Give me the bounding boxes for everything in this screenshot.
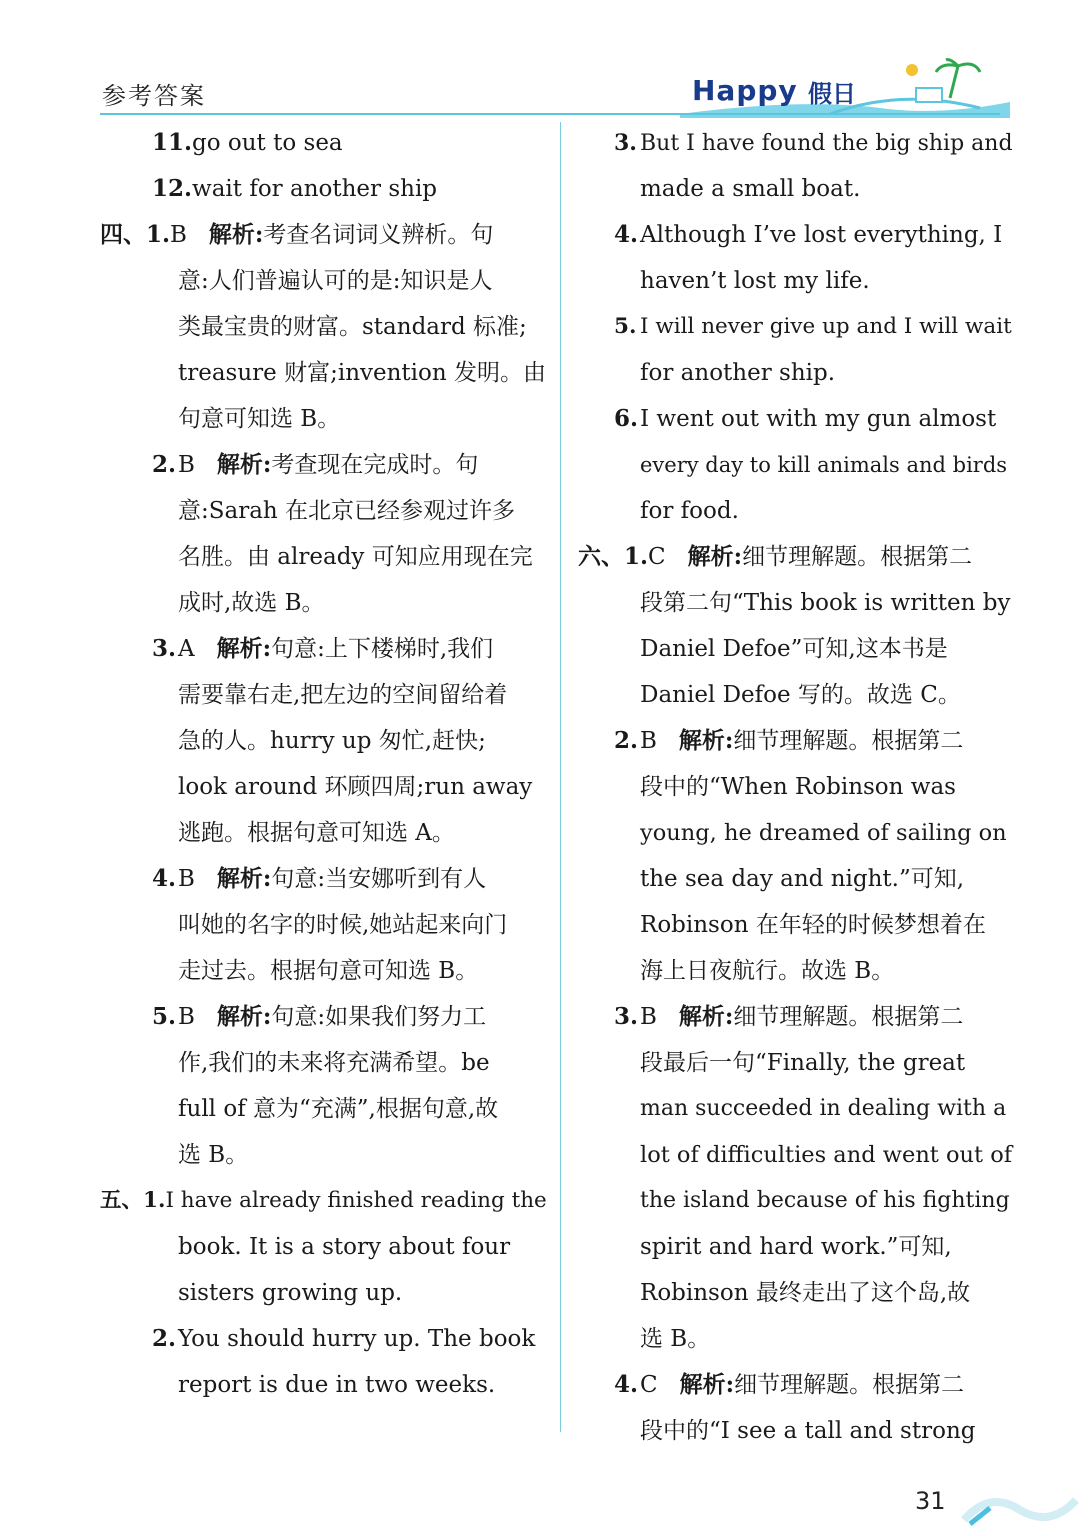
- text-line: [100, 1362, 550, 1408]
- line-text: lot of difficulties and went out of: [640, 1142, 1013, 1168]
- text-line: [578, 948, 1014, 994]
- line-text: go out to sea: [192, 130, 343, 156]
- item-number: 六、1.: [578, 543, 649, 570]
- text-line: [100, 1086, 550, 1132]
- line-text: Although I’ve lost everything, I: [640, 222, 1003, 248]
- line-text: I will never give up and I will wait: [640, 314, 1012, 339]
- line-text: 急的人。hurry up 匆忙,赶快;: [178, 728, 486, 754]
- line-text: treasure 财富;invention 发明。由: [178, 360, 546, 386]
- brand-cn: 假日: [808, 80, 856, 108]
- text-line: [578, 396, 1014, 442]
- line-text: sisters growing up.: [178, 1280, 403, 1306]
- line-text: wait for another ship: [192, 176, 438, 202]
- line-text: B: [178, 1004, 195, 1030]
- line-text: But I have found the big ship and: [640, 131, 1013, 156]
- text-line: [100, 948, 550, 994]
- line-text: 句意可知选 B。: [178, 406, 341, 432]
- line-text: B: [170, 222, 187, 248]
- text-line: [100, 304, 550, 350]
- item-number: 3.: [614, 1003, 639, 1030]
- analysis-label: 解析:: [216, 451, 272, 478]
- line-text: B: [178, 452, 195, 478]
- text-line: [578, 350, 1014, 396]
- text-line: [578, 304, 1014, 350]
- line-text: 需要靠右走,把左边的空间留给着: [178, 682, 508, 708]
- line-text: for food.: [640, 498, 739, 524]
- analysis-label: 解析:: [687, 543, 743, 570]
- text-line: [578, 580, 1014, 626]
- text-line: [100, 1178, 550, 1224]
- item-number: 3.: [614, 130, 637, 156]
- text-line: [100, 166, 550, 212]
- text-line: [578, 626, 1014, 672]
- line-text: man succeeded in dealing with a: [640, 1096, 1007, 1121]
- line-text: 叫她的名字的时候,她站起来向门: [178, 912, 508, 938]
- analysis-text: 句意:上下楼梯时,我们: [271, 636, 494, 662]
- line-text: 名胜。由 already 可知应用现在完: [178, 544, 533, 570]
- item-number: 11.: [152, 129, 193, 156]
- line-text: 意:人们普遍认可的是:知识是人: [178, 268, 493, 294]
- item-number: 2.: [152, 451, 177, 478]
- item-number: 四、1.: [100, 221, 171, 248]
- line-text: B: [640, 728, 657, 754]
- text-line: [578, 718, 1014, 764]
- text-line: [100, 534, 550, 580]
- text-line: [578, 810, 1014, 856]
- text-line: [578, 672, 1014, 718]
- line-text: Robinson 最终走出了这个岛,故: [640, 1280, 971, 1306]
- analysis-label: 解析:: [678, 1003, 734, 1030]
- line-text: 海上日夜航行。故选 B。: [640, 958, 895, 984]
- line-text: 走过去。根据句意可知选 B。: [178, 958, 479, 984]
- text-line: [100, 1316, 550, 1362]
- text-line: [578, 764, 1014, 810]
- line-text: the island because of his fighting: [640, 1188, 1010, 1213]
- item-number: 5.: [152, 1003, 177, 1030]
- analysis-text: 细节理解题。根据第二: [734, 1372, 965, 1398]
- analysis-text: 考查现在完成时。句: [271, 452, 479, 478]
- line-text: B: [178, 866, 195, 892]
- text-line: [578, 120, 1014, 166]
- analysis-text: 细节理解题。根据第二: [733, 728, 964, 754]
- line-text: 意:Sarah 在北京已经参观过许多: [178, 498, 516, 524]
- line-text: 段中的“When Robinson was: [640, 774, 956, 800]
- text-line: [100, 1224, 550, 1270]
- line-text: 段最后一句“Finally, the great: [640, 1050, 966, 1076]
- text-line: [578, 1178, 1014, 1224]
- analysis-text: 句意:如果我们努力工: [271, 1004, 487, 1030]
- line-text: book. It is a story about four: [178, 1234, 511, 1260]
- item-number: 2.: [152, 1325, 177, 1352]
- text-line: [100, 258, 550, 304]
- line-text: spirit and hard work.”可知,: [640, 1234, 952, 1260]
- line-text: full of 意为“充满”,根据句意,故: [178, 1096, 499, 1122]
- text-line: [578, 1316, 1014, 1362]
- left-column: [100, 120, 550, 1408]
- text-line: [100, 350, 550, 396]
- text-line: [578, 212, 1014, 258]
- text-line: [578, 258, 1014, 304]
- item-number: 2.: [614, 727, 639, 754]
- line-text: report is due in two weeks.: [178, 1372, 496, 1398]
- line-text: made a small boat.: [640, 176, 861, 202]
- line-text: B: [640, 1004, 657, 1030]
- text-line: [578, 1224, 1014, 1270]
- brand-word: Happy: [692, 74, 798, 107]
- item-number: 4.: [152, 865, 177, 892]
- text-line: [578, 856, 1014, 902]
- line-text: I have already finished reading the: [165, 1188, 547, 1213]
- right-column: [578, 120, 1014, 1454]
- line-text: 段第二句“This book is written by: [640, 590, 1011, 616]
- text-line: [578, 1270, 1014, 1316]
- text-line: [578, 534, 1014, 580]
- text-line: [100, 994, 550, 1040]
- line-text: Robinson 在年轻的时候梦想着在: [640, 912, 986, 938]
- line-text: 作,我们的未来将充满希望。be: [178, 1050, 490, 1076]
- text-line: [100, 488, 550, 534]
- analysis-text: 句意:当安娜听到有人: [271, 866, 487, 892]
- analysis-label: 解析:: [216, 865, 272, 892]
- analysis-label: 解析:: [216, 635, 272, 662]
- section-title: 参考答案: [102, 82, 206, 110]
- line-text: Daniel Defoe”可知,这本书是: [640, 636, 948, 662]
- analysis-text: 细节理解题。根据第二: [742, 544, 973, 570]
- line-text: 选 B。: [640, 1326, 711, 1352]
- text-line: [100, 718, 550, 764]
- line-text: 成时,故选 B。: [178, 590, 325, 616]
- line-text: A: [178, 636, 195, 662]
- line-text: You should hurry up. The book: [178, 1326, 536, 1352]
- text-line: [578, 1040, 1014, 1086]
- text-line: [100, 212, 550, 258]
- item-number: 5.: [614, 314, 637, 339]
- text-line: [100, 120, 550, 166]
- column-divider: [560, 122, 561, 1432]
- text-line: [100, 580, 550, 626]
- text-line: [100, 672, 550, 718]
- text-line: [100, 1132, 550, 1178]
- text-line: [100, 810, 550, 856]
- analysis-text: 考查名词词义辨析。句: [263, 222, 494, 248]
- text-line: [100, 626, 550, 672]
- analysis-label: 解析:: [678, 727, 734, 754]
- line-text: for another ship.: [640, 360, 836, 386]
- item-number: 4.: [614, 1371, 639, 1398]
- item-number: 3.: [152, 635, 177, 662]
- header-rule: [100, 113, 1000, 115]
- text-line: [100, 1040, 550, 1086]
- item-number: 6.: [614, 405, 639, 432]
- line-text: C: [648, 544, 666, 570]
- line-text: haven’t lost my life.: [640, 268, 870, 294]
- text-line: [100, 902, 550, 948]
- line-text: look around 环顾四周;run away: [178, 774, 533, 800]
- text-line: [578, 488, 1014, 534]
- analysis-text: 细节理解题。根据第二: [733, 1004, 964, 1030]
- line-text: 段中的“I see a tall and strong: [640, 1418, 976, 1444]
- line-text: 类最宝贵的财富。standard 标准;: [178, 314, 527, 340]
- text-line: [100, 442, 550, 488]
- text-line: [578, 902, 1014, 948]
- text-line: [578, 1086, 1014, 1132]
- text-line: [100, 764, 550, 810]
- text-line: [578, 994, 1014, 1040]
- line-text: 逃跑。根据句意可知选 A。: [178, 820, 455, 846]
- item-number: 4.: [614, 221, 639, 248]
- text-line: [578, 442, 1014, 488]
- line-text: young, he dreamed of sailing on: [640, 820, 1007, 846]
- line-text: the sea day and night.”可知,: [640, 866, 965, 892]
- text-line: [100, 396, 550, 442]
- watermark-logo: [960, 1480, 1080, 1530]
- analysis-label: 解析:: [208, 221, 264, 248]
- item-number: 12.: [152, 175, 193, 202]
- line-text: 选 B。: [178, 1142, 249, 1168]
- line-text: C: [640, 1372, 658, 1398]
- line-text: Daniel Defoe 写的。故选 C。: [640, 682, 961, 708]
- line-text: I went out with my gun almost: [640, 406, 997, 432]
- analysis-label: 解析:: [216, 1003, 272, 1030]
- line-text: every day to kill animals and birds: [640, 453, 1008, 477]
- text-line: [100, 1270, 550, 1316]
- text-line: [578, 166, 1014, 212]
- page-number: 31: [915, 1487, 946, 1515]
- item-number: 五、1.: [100, 1188, 166, 1213]
- text-line: [578, 1132, 1014, 1178]
- text-line: [578, 1362, 1014, 1408]
- text-line: [578, 1408, 1014, 1454]
- text-line: [100, 856, 550, 902]
- analysis-label: 解析:: [679, 1371, 735, 1398]
